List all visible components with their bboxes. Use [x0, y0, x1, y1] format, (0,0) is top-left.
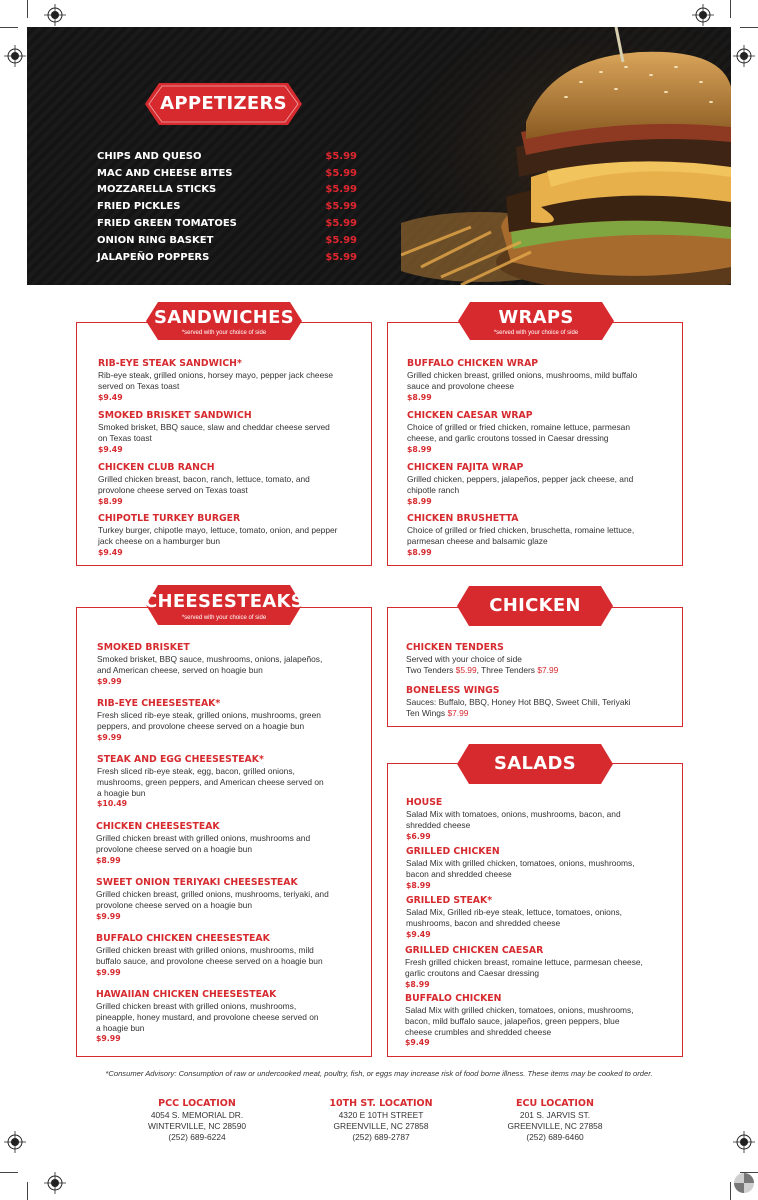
location-title: ECU LOCATION	[516, 1098, 594, 1109]
location-address: 4320 E 10TH STREET	[338, 1110, 424, 1120]
item-description: shredded cheese	[406, 819, 471, 830]
item-price: $8.99	[407, 547, 432, 557]
ten-wings-label: Ten Wings	[406, 707, 448, 718]
menu-item	[407, 410, 667, 455]
cheesesteaks-subtitle: *served with your choice of side	[181, 615, 267, 621]
menu-item	[406, 642, 666, 676]
location-10th-st	[301, 1098, 461, 1143]
crop-line	[740, 1172, 758, 1173]
item-description: garlic croutons and Caesar dressing	[405, 967, 540, 978]
registration-mark-icon	[733, 45, 755, 67]
item-description: Grilled chicken breast, bacon, ranch, lettuce, tomato, and	[98, 474, 310, 484]
item-description: Turkey burger, chipotle mayo, lettuce, tomato, onion, and pepper	[98, 525, 338, 535]
item-name: GRILLED STEAK*	[406, 895, 493, 906]
location-phone: (252) 689-6460	[526, 1132, 584, 1142]
item-name: MAC AND CHEESE BITES	[97, 167, 233, 179]
item-description: bacon and shredded cheese	[406, 868, 512, 879]
list-item	[97, 148, 357, 165]
item-name: STEAK AND EGG CHEESESTEAK*	[97, 754, 264, 765]
item-description: Smoked brisket, BBQ sauce, mushrooms, onions, jalapeños,	[97, 654, 323, 664]
menu-item	[96, 933, 366, 978]
item-description: Fresh sliced rib-eye steak, egg, bacon, grilled onions,	[97, 766, 295, 776]
item-description: Grilled chicken breast, grilled onions, mushrooms, mild buffalo	[407, 370, 638, 380]
registration-mark-icon	[733, 1131, 755, 1153]
item-price: $5.99	[325, 184, 357, 196]
crop-line	[740, 27, 758, 28]
item-description: Grilled chicken, peppers, jalapeños, pepper jack cheese, and	[407, 474, 634, 484]
item-description: Grilled chicken breast with grilled onions, mushrooms and	[96, 833, 311, 843]
registration-mark-icon	[44, 1172, 66, 1194]
item-description: provolone cheese served on a hoagie bun	[96, 843, 252, 854]
item-price: $8.99	[407, 444, 432, 454]
item-price: $8.99	[96, 855, 121, 865]
item-price: $9.99	[97, 676, 122, 686]
menu-item	[405, 993, 675, 1048]
location-pcc	[117, 1098, 277, 1143]
item-description: Fresh grilled chicken breast, romaine lettuce, parmesan cheese,	[405, 957, 643, 967]
item-description: Choice of grilled or fried chicken, romaine lettuce, parmesan	[407, 422, 630, 432]
list-item	[97, 232, 357, 249]
item-price: $8.99	[405, 979, 430, 989]
item-price: $10.49	[97, 799, 128, 809]
item-price: $8.99	[407, 392, 432, 402]
two-tenders-label: Two Tenders	[406, 664, 456, 675]
ten-wings-price: $7.99	[447, 707, 469, 718]
menu-item	[406, 797, 666, 842]
item-description: on Texas toast	[98, 432, 152, 443]
two-tenders-price: $5.99	[455, 664, 477, 675]
item-price: $9.99	[96, 1034, 121, 1044]
appetizers-title: APPETIZERS	[160, 93, 287, 114]
consumer-advisory: *Consumer Advisory: Consumption of raw or undercooked meat, poultry, fish, or eggs may increase risk of food borne illness. These items may be cooked to order.	[105, 1069, 653, 1078]
item-description: provolone cheese served on a hoagie bun	[96, 899, 252, 910]
item-price: $5.99	[325, 201, 357, 213]
location-city: WINTERVILLE, NC 28590	[147, 1121, 247, 1131]
three-tenders-price: $7.99	[537, 664, 559, 675]
item-description: provolone cheese served on Texas toast	[98, 484, 248, 495]
crop-line	[0, 27, 18, 28]
wraps-title: WRAPS	[498, 307, 574, 328]
sandwiches-title: SANDWICHES	[154, 307, 294, 328]
item-description: chipotle ranch	[407, 484, 460, 495]
item-price: $9.49	[406, 929, 431, 939]
item-name: CHICKEN TENDERS	[406, 642, 504, 653]
registration-mark-icon	[4, 45, 26, 67]
item-name: BUFFALO CHICKEN CHEESESTEAK	[96, 933, 270, 944]
chicken-title: CHICKEN	[489, 595, 581, 616]
item-description: buffalo sauce, and provolone cheese served on a hoagie bun	[96, 955, 323, 966]
item-description: parmesan cheese and balsamic glaze	[407, 535, 548, 546]
item-name: CHICKEN CLUB RANCH	[98, 462, 215, 473]
registration-mark-icon	[692, 4, 714, 26]
sandwiches-subtitle: *served with your choice of side	[181, 330, 267, 336]
item-price: $9.49	[98, 392, 123, 402]
appetizers-list	[97, 148, 357, 266]
item-description: served on Texas toast	[98, 380, 180, 391]
item-name: ONION RING BASKET	[97, 234, 214, 246]
item-name: GRILLED CHICKEN	[406, 846, 500, 857]
item-description: cheese, and garlic croutons tossed in Caesar dressing	[407, 432, 609, 443]
item-price: $8.99	[407, 496, 432, 506]
menu-item	[97, 754, 357, 809]
appetizers-title-badge	[145, 83, 302, 125]
item-price: $9.99	[96, 967, 121, 977]
location-ecu	[475, 1098, 635, 1143]
crop-line	[27, 0, 28, 18]
location-phone: (252) 689-2787	[352, 1132, 410, 1142]
sandwiches-title-badge	[146, 302, 302, 340]
three-tenders-label: , Three Tenders	[476, 664, 538, 675]
burger-photo	[401, 27, 731, 285]
item-description: a hoagie bun	[97, 787, 146, 798]
item-price: $6.99	[406, 831, 431, 841]
item-description: mushrooms, green peppers, and American cheese served on	[97, 776, 324, 787]
location-phone: (252) 689-6224	[168, 1132, 226, 1142]
menu-item	[96, 821, 356, 866]
item-description: jack cheese on a hamburger bun	[98, 535, 220, 546]
chicken-title-badge	[457, 586, 613, 626]
item-name: CHICKEN CHEESESTEAK	[96, 821, 220, 832]
item-name: BUFFALO CHICKEN WRAP	[407, 358, 539, 369]
item-price: $9.49	[98, 444, 123, 454]
item-description: Grilled chicken breast with grilled onions, mushrooms,	[96, 1001, 297, 1011]
location-title: PCC LOCATION	[158, 1098, 236, 1109]
menu-item	[96, 877, 366, 922]
item-price: $5.99	[325, 251, 357, 263]
item-price: $9.49	[405, 1038, 430, 1048]
item-description: Choice of grilled or fried chicken, bruschetta, romaine lettuce,	[407, 525, 635, 535]
item-name: CHICKEN CAESAR WRAP	[407, 410, 533, 421]
list-item	[97, 249, 357, 266]
cheesesteaks-title: CHEESESTEAKS	[143, 591, 305, 612]
list-item	[97, 215, 357, 232]
cheesesteaks-title-badge	[143, 585, 305, 625]
item-price: $5.99	[325, 150, 357, 162]
item-description: Rib-eye steak, grilled onions, horsey mayo, pepper jack cheese	[98, 370, 334, 380]
item-price: $5.99	[325, 167, 357, 179]
item-description: mushrooms, bacon and shredded cheese	[406, 917, 561, 928]
item-name: HOUSE	[406, 797, 443, 808]
location-city: GREENVILLE, NC 27858	[333, 1121, 429, 1131]
menu-item	[407, 513, 667, 558]
item-name: FRIED GREEN TOMATOES	[97, 218, 237, 230]
item-price-line	[406, 665, 666, 676]
menu-item	[98, 410, 358, 455]
list-item	[97, 198, 357, 215]
item-price: $8.99	[98, 496, 123, 506]
item-description: Salad Mix, Grilled rib-eye steak, lettuce, tomatoes, onions,	[406, 907, 622, 917]
menu-item	[98, 513, 358, 558]
item-price: $5.99	[325, 218, 357, 230]
item-name: BONELESS WINGS	[406, 685, 500, 696]
item-description: sauce and provolone cheese	[407, 380, 515, 391]
crop-line	[27, 1182, 28, 1200]
item-description: Sauces: Buffalo, BBQ, Honey Hot BBQ, Sweet Chili, Teriyaki	[406, 697, 631, 707]
item-description: Served with your choice of side	[406, 654, 522, 664]
menu-item	[406, 685, 676, 719]
menu-item	[98, 358, 358, 403]
menu-item	[405, 945, 675, 990]
color-bar-icon	[733, 1172, 755, 1194]
item-description: Grilled chicken breast, grilled onions, mushrooms, teriyaki, and	[96, 889, 329, 899]
list-item	[97, 165, 357, 182]
menu-item	[97, 642, 357, 687]
location-address: 201 S. JARVIS ST.	[519, 1110, 591, 1120]
item-name: CHICKEN FAJITA WRAP	[407, 462, 524, 473]
location-title: 10TH ST. LOCATION	[329, 1098, 433, 1109]
item-name: JALAPEÑO POPPERS	[97, 251, 210, 263]
menu-item	[98, 462, 358, 507]
crop-line	[730, 1182, 731, 1200]
item-price: $9.99	[96, 911, 121, 921]
item-description: Smoked brisket, BBQ sauce, slaw and cheddar cheese served	[98, 422, 330, 432]
registration-mark-icon	[44, 4, 66, 26]
item-description: and American cheese, served on hoagie bun	[97, 664, 263, 675]
item-description: a hoagie bun	[96, 1022, 145, 1033]
item-name: GRILLED CHICKEN CAESAR	[405, 945, 544, 956]
wraps-subtitle: *served with your choice of side	[493, 330, 579, 336]
item-price: $8.99	[406, 880, 431, 890]
item-name: BUFFALO CHICKEN	[405, 993, 502, 1004]
item-name: CHICKEN BRUSHETTA	[407, 513, 519, 524]
salads-title-badge	[457, 744, 613, 784]
crop-line	[730, 0, 731, 18]
item-description: peppers, and provolone cheese served on a hoagie bun	[97, 720, 305, 731]
item-name: FRIED PICKLES	[97, 201, 181, 213]
menu-item	[407, 462, 667, 507]
item-price: $5.99	[325, 234, 357, 246]
item-price: $9.99	[97, 732, 122, 742]
item-description: bacon, mild buffalo sauce, jalapeños, green peppers, blue	[405, 1015, 620, 1026]
list-item	[97, 182, 357, 199]
item-description: Salad Mix with tomatoes, onions, mushrooms, bacon, and	[406, 809, 621, 819]
item-name: RIB-EYE CHEESESTEAK*	[97, 698, 221, 709]
wraps-title-badge	[458, 302, 614, 340]
menu-item	[406, 895, 666, 940]
item-description: Fresh sliced rib-eye steak, grilled onions, mushrooms, green	[97, 710, 321, 720]
menu-item	[407, 358, 667, 403]
menu-item	[406, 846, 666, 891]
menu-item	[96, 989, 366, 1044]
item-name: SMOKED BRISKET SANDWICH	[98, 410, 252, 421]
item-description: cheese crumbles and shredded cheese	[405, 1026, 552, 1037]
item-description: Grilled chicken breast with grilled onions, mushrooms, mild	[96, 945, 314, 955]
appetizers-banner	[27, 27, 731, 285]
item-price: $9.49	[98, 547, 123, 557]
item-description: Salad Mix with grilled chicken, tomatoes, onions, mushrooms,	[405, 1005, 634, 1015]
item-name: CHIPOTLE TURKEY BURGER	[98, 513, 241, 524]
item-name: HAWAIIAN CHICKEN CHEESESTEAK	[96, 989, 277, 1000]
item-name: RIB-EYE STEAK SANDWICH*	[98, 358, 242, 369]
item-name: MOZZARELLA STICKS	[97, 184, 217, 196]
registration-mark-icon	[4, 1131, 26, 1153]
location-city: GREENVILLE, NC 27858	[507, 1121, 603, 1131]
salads-title: SALADS	[493, 753, 576, 774]
item-name: SMOKED BRISKET	[97, 642, 190, 653]
location-address: 4054 S. MEMORIAL DR.	[150, 1110, 244, 1120]
menu-item	[97, 698, 357, 743]
item-description: Salad Mix with grilled chicken, tomatoes, onions, mushrooms,	[406, 858, 635, 868]
item-description: pineapple, honey mustard, and provolone cheese served on	[96, 1011, 319, 1022]
item-price-line	[406, 708, 676, 719]
item-name: SWEET ONION TERIYAKI CHEESESTEAK	[96, 877, 298, 888]
item-name: CHIPS AND QUESO	[97, 150, 202, 162]
crop-line	[0, 1172, 18, 1173]
